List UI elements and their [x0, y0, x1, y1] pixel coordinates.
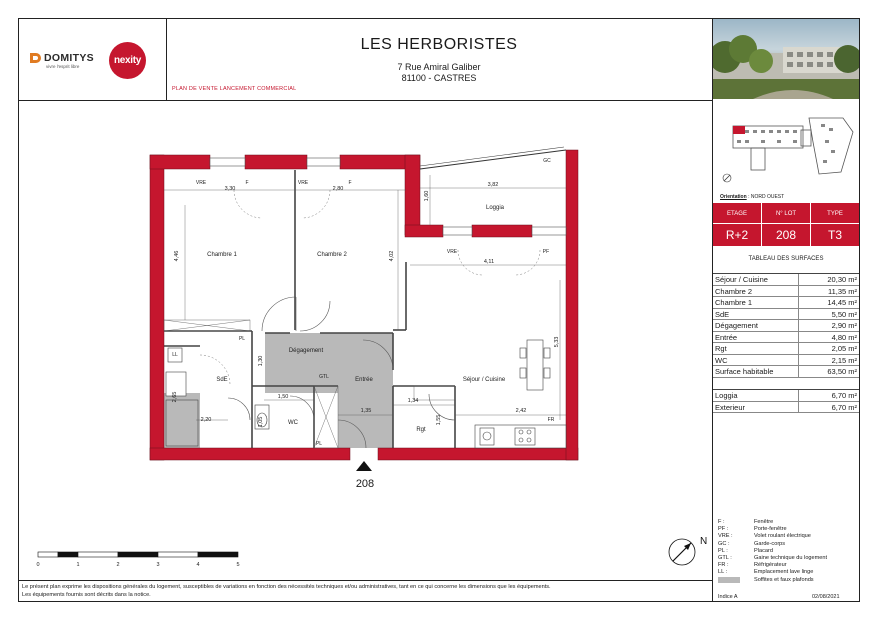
surface-value: 14,45 m² — [827, 298, 857, 307]
code-gc: GC — [543, 158, 551, 164]
code-f-1: F — [245, 180, 249, 186]
dim-5-33: 5,33 — [554, 336, 560, 348]
entrance-arrow-icon — [356, 461, 372, 471]
lot-table-header — [713, 203, 859, 223]
room-chambre-2: Chambre 2 — [317, 252, 347, 258]
legend-key: FR : — [718, 562, 729, 569]
surface-name: SdE — [713, 309, 799, 320]
orientation-value: : NORD OUEST — [748, 194, 785, 200]
entrance-lot-number: 208 — [355, 478, 375, 490]
surface-value: 2,90 m² — [831, 321, 857, 330]
room-chambre-1: Chambre 1 — [207, 252, 237, 258]
nexity-logo: nexity — [109, 42, 146, 79]
code-ll: LL — [172, 352, 178, 358]
ext-surface-value: 6,70 m² — [831, 402, 857, 412]
room-rgt: Rgt — [416, 427, 426, 433]
disclaimer-line-2: Les équipements fournis sont décrits dans la notice. — [22, 591, 151, 598]
lot-value-etage: R+2 — [713, 224, 762, 246]
lot-header-etage: ETAGE — [713, 203, 762, 223]
logo-separator — [166, 18, 167, 100]
lot-highlight — [733, 126, 745, 134]
legend-key: VRE : — [718, 533, 733, 540]
dim-1-30: 1,30 — [258, 355, 264, 367]
surface-row — [713, 355, 859, 367]
surface-value: 5,50 m² — [831, 309, 857, 319]
surface-row — [713, 297, 859, 309]
code-pl-1: PL — [238, 336, 246, 342]
legend-item — [718, 526, 827, 533]
ext-surface-name: Loggia — [713, 390, 799, 401]
soffit-swatch — [718, 577, 740, 583]
project-address — [166, 62, 712, 84]
floor-plan — [140, 140, 580, 485]
exterior-surfaces-table — [713, 389, 859, 413]
ext-surface-row — [713, 402, 859, 414]
surface-name: Chambre 1 — [713, 297, 799, 308]
surface-row — [713, 366, 859, 378]
dim-2-42: 2,42 — [515, 408, 527, 414]
ext-surface-value: 6,70 m² — [831, 391, 857, 400]
legend-item — [718, 569, 827, 576]
code-fr: FR — [547, 417, 555, 423]
surface-row — [713, 274, 859, 286]
surface-row — [713, 343, 859, 355]
dim-2-20: 2,20 — [200, 417, 212, 423]
legend-text: Placard — [754, 547, 773, 554]
domitys-name: DOMITYS — [44, 52, 94, 64]
dim-1-35: 1,35 — [360, 408, 372, 414]
surfaces-table — [713, 273, 859, 378]
legend-key: GC : — [718, 540, 730, 547]
legend-text: Porte-fenêtre — [754, 526, 787, 533]
plan-date: 02/08/2021 — [812, 594, 840, 600]
dining-table — [520, 340, 550, 390]
surface-value: 4,80 m² — [831, 332, 857, 342]
lot-value-number: 208 — [762, 224, 811, 246]
room-sejour: Séjour / Cuisine — [462, 377, 506, 383]
windows — [210, 158, 566, 235]
header-separator — [18, 100, 712, 101]
surface-name: Rgt — [713, 343, 799, 354]
orientation — [720, 194, 784, 200]
dim-1-34: 1,34 — [407, 398, 419, 404]
dim-1-55: 1,55 — [436, 414, 442, 426]
legend-item — [718, 533, 827, 540]
soffit-areas — [164, 333, 393, 448]
scale-tick-1: 1 — [76, 562, 80, 568]
ext-surface-row — [713, 390, 859, 402]
scale-bar — [30, 548, 250, 570]
surface-row — [713, 332, 859, 344]
kitchen-counter — [475, 425, 566, 448]
legend-key: LL : — [718, 569, 728, 576]
code-vre-3: VRE — [446, 249, 458, 255]
legend-item — [718, 548, 827, 555]
legend-item — [718, 519, 827, 526]
scale-tick-0: 0 — [36, 562, 40, 568]
surface-name: Séjour / Cuisine — [713, 274, 799, 285]
legend-key: PL : — [718, 547, 728, 554]
orientation-label: Orientation — [720, 194, 747, 200]
domitys-tagline: vivre l'esprit libre — [46, 64, 80, 69]
lot-table-values — [713, 223, 859, 246]
dim-1-60: 1,60 — [424, 190, 430, 202]
surface-name: Chambre 2 — [713, 286, 799, 297]
surface-value: 20,30 m² — [827, 275, 857, 284]
code-vre-1: VRE — [195, 180, 207, 186]
surface-row — [713, 320, 859, 332]
building-photo — [713, 19, 859, 99]
scale-tick-3: 3 — [156, 562, 160, 568]
legend-text: Fenêtre — [754, 519, 774, 525]
legend-text: Gaine technique du logement — [754, 555, 828, 562]
lot-value-type: T3 — [827, 228, 842, 242]
legend-text: Emplacement lave linge — [754, 569, 814, 576]
surfaces-title: TABLEAU DES SURFACES — [748, 256, 824, 262]
compass-icon — [660, 530, 710, 570]
dim-2-65: 2,65 — [172, 391, 178, 403]
dim-3-82: 3,82 — [487, 182, 499, 188]
legend-text: Volet roulant électrique — [754, 533, 811, 540]
dim-2-80: 2,80 — [332, 186, 344, 192]
domitys-logo-icon — [28, 51, 42, 65]
legend — [718, 519, 827, 584]
code-pf: PF — [542, 249, 550, 255]
surface-name: Dégagement — [713, 320, 799, 331]
legend-item — [718, 555, 827, 562]
dim-1-05: 1,05 — [258, 416, 264, 428]
room-entree: Entrée — [355, 377, 373, 383]
address-line-1: 7 Rue Amiral Galiber — [397, 62, 481, 72]
legend-text: Réfrigérateur — [754, 562, 787, 569]
plan-label: PLAN DE VENTE LANCEMENT COMMERCIAL — [172, 86, 297, 92]
room-sde: SdE — [216, 377, 228, 383]
surface-name: Surface habitable — [713, 366, 799, 377]
legend-key: GTL : — [718, 555, 732, 562]
dim-3-30: 3,30 — [224, 186, 236, 192]
surface-name: Entrée — [713, 332, 799, 343]
code-gtl: GTL — [319, 374, 329, 380]
disclaimer-line-1: Le présent plan exprime les dispositions générales du logement, susceptibles de variations en fonction des nécessités techniques et/ou administratives, tant en ce qui concerne les dimensions que les équipements. — [22, 584, 551, 590]
scale-tick-4: 4 — [196, 562, 200, 568]
room-degagement: Dégagement — [288, 348, 324, 354]
legend-text: Garde-corps — [754, 540, 786, 547]
room-loggia: Loggia — [485, 205, 505, 211]
compass-north-label: N — [700, 536, 708, 547]
surface-row — [713, 286, 859, 298]
surface-value: 11,35 m² — [827, 286, 857, 296]
project-title: LES HERBORISTES — [360, 36, 518, 53]
dim-4-46: 4,46 — [174, 250, 180, 262]
scale-tick-2: 2 — [116, 562, 120, 568]
surface-value: 2,15 m² — [831, 355, 857, 365]
lot-header-type: TYPE — [827, 211, 843, 217]
dim-1-50: 1,50 — [277, 394, 289, 400]
dim-4-02: 4,02 — [389, 250, 395, 262]
code-vre-2: VRE — [297, 180, 309, 186]
key-plan — [713, 112, 859, 192]
code-pl-2: PL — [315, 441, 323, 447]
address-line-2: 81100 - CASTRES — [401, 73, 477, 83]
disclaimer — [22, 584, 551, 599]
footer-separator — [18, 580, 712, 581]
legend-text: Soffites et faux plafonds — [754, 576, 814, 583]
surface-value: 2,05 m² — [831, 344, 857, 353]
indice: Indice A — [718, 594, 738, 600]
room-wc: WC — [288, 420, 298, 426]
legend-key: F : — [718, 519, 725, 525]
surface-row — [713, 309, 859, 321]
legend-item — [718, 541, 827, 548]
surface-name: WC — [713, 355, 799, 366]
ext-surface-name: Exterieur — [713, 402, 799, 413]
scale-tick-5: 5 — [236, 562, 240, 568]
dim-4-11: 4,11 — [483, 259, 495, 265]
lot-table — [713, 203, 859, 246]
surface-value: 63,50 m² — [827, 367, 857, 376]
lot-header-number: N° LOT — [762, 203, 811, 223]
legend-key: PF : — [718, 526, 729, 533]
legend-item-soffit — [718, 577, 827, 584]
key-plan-compass — [723, 174, 731, 182]
code-f-2: F — [348, 180, 352, 186]
legend-item — [718, 562, 827, 569]
